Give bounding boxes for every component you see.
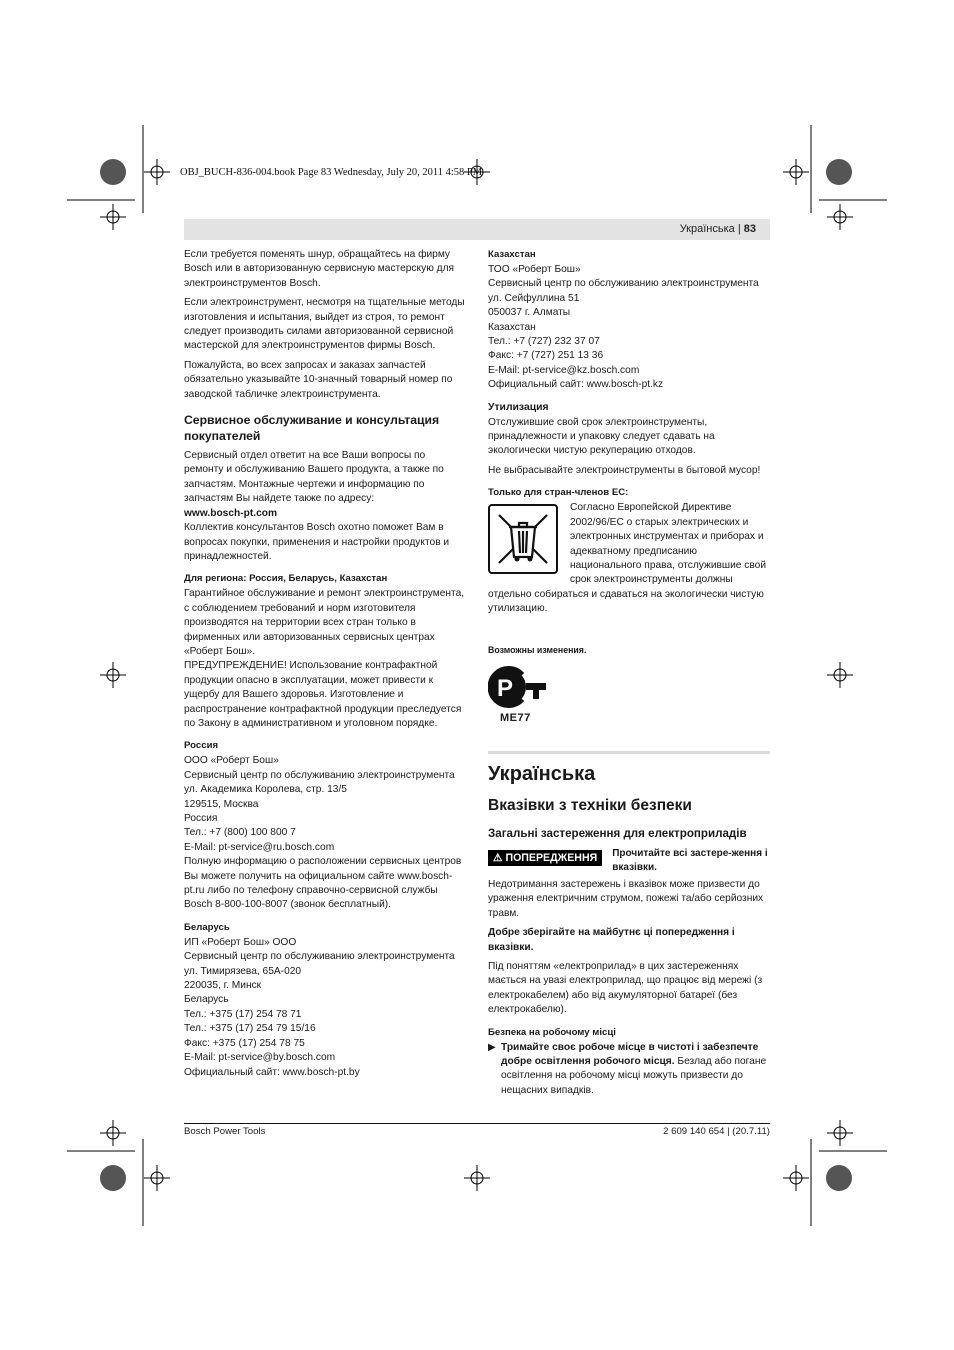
left-column bbox=[184, 248, 466, 1080]
pct-logo-icon bbox=[488, 665, 548, 711]
region-text: Гарантийное обслуживание и ремонт электроинструмента, с соблюдением требований и норм изготовителя производятся на территории всех стран только в фирменных или авторизованных сервисных центрах «Роберт Бош». bbox=[184, 588, 465, 657]
language-title: Українська bbox=[488, 762, 596, 785]
service-text: Сервисный отдел ответит на все Ваши вопросы по ремонту и обслуживанию Вашего продукта, а также по запчастям. Монтажные чертежи и информацию по запчастям Вы найдете также по адресу: bbox=[184, 450, 444, 505]
warning-row bbox=[488, 847, 770, 875]
belarus-line: Сервисный центр по обслуживанию электроинструмента bbox=[184, 951, 455, 963]
kz-line: ул. Сейфуллина 51 bbox=[488, 292, 580, 304]
disposal-text: Отслужившие свой срок электроинструменты, принадлежности и упаковку следует сдавать на экологически чистую рекуперацию отходов. bbox=[488, 416, 715, 457]
footer-brand: Bosch Power Tools bbox=[184, 1126, 266, 1137]
paragraph-repair: Если электроинструмент, несмотря на тщательные методы изготовления и испытания, выйдет из строя, то ремонт следует производить силами авторизованной сервисной мастерской для электроинструментов фирмы Bosch. bbox=[184, 297, 465, 352]
belarus-line: Факс: +375 (17) 254 78 75 bbox=[184, 1037, 305, 1049]
warning-badge-label: ПОПЕРЕДЖЕННЯ bbox=[505, 851, 598, 864]
belarus-line: Тел.: +375 (17) 254 78 71 bbox=[184, 1008, 302, 1020]
kz-line: Тел.: +7 (727) 232 37 07 bbox=[488, 336, 600, 348]
ua-bullet-item bbox=[488, 1041, 770, 1099]
page-number: 83 bbox=[743, 223, 756, 235]
heading-belarus: Беларусь bbox=[184, 921, 230, 933]
general-warnings-title: Загальні застереження для електроприладів bbox=[488, 826, 747, 840]
service-url: www.bosch-pt.com bbox=[184, 507, 278, 519]
russia-line: ООО «Роберт Бош» bbox=[184, 755, 279, 767]
heading-russia: Россия bbox=[184, 740, 219, 752]
page-header bbox=[184, 219, 770, 240]
section-divider bbox=[488, 751, 770, 754]
belarus-line: Тел.: +375 (17) 254 79 15/16 bbox=[184, 1023, 316, 1035]
kz-line: 050037 г. Алматы bbox=[488, 307, 571, 319]
warning-badge bbox=[488, 850, 602, 866]
kz-line: Сервисный центр по обслуживанию электроинструмента bbox=[488, 278, 759, 290]
russia-line: Полную информацию о расположении сервисных центров Вы можете получить на официальном сайте www.bosch-pt.ru либо по телефону справочно-сервисной службы Bosch 8-800-100-8007 (звонок бесплатный). bbox=[184, 856, 462, 911]
eu-directive-text-continued: отдельно собираться и сдаваться на экологически чистую утилизацию. bbox=[488, 588, 764, 615]
kz-line: Официальный сайт: www.bosch-pt.kz bbox=[488, 379, 664, 391]
heading-disposal: Утилизация bbox=[488, 401, 549, 413]
header-section: Українська bbox=[679, 223, 735, 235]
belarus-contacts bbox=[184, 936, 466, 1080]
crossed-bin-icon bbox=[488, 504, 558, 574]
kz-line: Факс: +7 (727) 251 13 36 bbox=[488, 350, 604, 362]
weee-block bbox=[488, 501, 770, 587]
belarus-line: ул. Тимирязева, 65А-020 bbox=[184, 965, 302, 977]
belarus-line: E-Mail: pt-service@by.bosch.com bbox=[184, 1052, 336, 1064]
paragraph-parts: Пожалуйста, во всех запросах и заказах запчастей обязательно указывайте 10-значный товарный номер по заводской табличке электроинструмента. bbox=[184, 359, 453, 400]
ua-keep-instructions: Добре зберігайте на майбутнє ці попередження і вказівки. bbox=[488, 927, 735, 953]
russia-line: 129515, Москва bbox=[184, 798, 259, 810]
right-column bbox=[488, 248, 770, 1098]
russia-contacts bbox=[184, 754, 466, 912]
ua-paragraph-1: Недотримання застережень і вказівок може призвести до ураження електричним струмом, пожежі та/або серйозних травм. bbox=[488, 878, 764, 919]
warning-read-text: Прочитайте всі застере-ження і вказівки. bbox=[612, 847, 768, 873]
counterfeit-warning: ПРЕДУПРЕЖДЕНИЕ! Использование контрафактной продукции опасно в эксплуатации, может привести к ущербу для Вашего здоровья. Изготовление и распространение контрафактной продукции преследуется по Закону в административном и уголовном порядке. bbox=[184, 660, 462, 729]
russia-line: Тел.: +7 (800) 100 800 7 bbox=[184, 827, 296, 839]
safety-title: Вказівки з техніки безпеки bbox=[488, 796, 692, 814]
russia-line: Россия bbox=[184, 813, 218, 824]
pct-certification-mark bbox=[488, 665, 552, 725]
belarus-line: Официальный сайт: www.bosch-pt.by bbox=[184, 1066, 360, 1078]
ua-heading-workplace: Безпека на робочому місці bbox=[488, 1026, 616, 1038]
footer-rule bbox=[184, 1123, 770, 1124]
svg-text:P: P bbox=[497, 674, 514, 702]
belarus-line: Беларусь bbox=[184, 994, 229, 1006]
kz-line: Казахстан bbox=[488, 321, 536, 333]
paragraph-cord: Если требуется поменять шнур, обращайтесь на фирму Bosch или в авторизованную сервисную мастерскую для электроинструментов Bosch. bbox=[184, 249, 455, 289]
header-separator: | bbox=[737, 223, 741, 235]
heading-eu: Только для стран-членов ЕС: bbox=[488, 487, 629, 499]
pct-code: ME77 bbox=[500, 711, 531, 724]
ua-paragraph-2: Під поняттям «електроприлад» в цих застереженнях мається на увазі електроприлад, що працює від мережі (з електрокабелем) або від акумуляторної батареї (без електрокабелю). bbox=[488, 960, 763, 1016]
print-slug: OBJ_BUCH-836-004.book Page 83 Wednesday, July 20, 2011 4:58 PM bbox=[180, 167, 483, 178]
warning-triangle-icon: ⚠ bbox=[493, 851, 503, 864]
kazakhstan-contacts bbox=[488, 263, 770, 393]
kz-line: ТОО «Роберт Бош» bbox=[488, 264, 581, 275]
heading-kazakhstan: Казахстан bbox=[488, 249, 536, 260]
belarus-line: 220035, г. Минск bbox=[184, 980, 262, 992]
changes-note: Возможны изменения. bbox=[488, 644, 587, 655]
ua-bullet-rest: Безлад або погане освітлення на робочому місці можуть призвести до нещасних випадків. bbox=[501, 1056, 767, 1096]
russia-line: E-Mail: pt-service@ru.bosch.com bbox=[184, 841, 335, 853]
russia-line: ул. Академика Королева, стр. 13/5 bbox=[184, 784, 347, 796]
footer-doc-number: 2 609 140 654 | (20.7.11) bbox=[663, 1126, 770, 1137]
heading-service: Сервисное обслуживание и консультация покупателей bbox=[184, 413, 440, 444]
arrow-bullet-icon: ▶ bbox=[488, 1041, 496, 1053]
header-text bbox=[680, 223, 756, 235]
ua-bullet-bold: Тримайте своє робоче місце в чистоті і забезпечте добре освітлення робочого місця. bbox=[501, 1041, 759, 1067]
heading-region: Для региона: Россия, Беларусь, Казахстан bbox=[184, 573, 388, 585]
consult-text: Коллектив консультантов Bosch охотно поможет Вам в вопросах покупки, применения и настройки продуктов и принадлежностей. bbox=[184, 522, 450, 562]
russia-line: Сервисный центр по обслуживанию электроинструмента bbox=[184, 769, 455, 781]
eu-directive-text: Согласно Европейской Директиве 2002/96/ЕС о старых электрических и электронных инструментах и приборах и адекватному предписанию национального права, отслужившие свой срок электроинструменты должны bbox=[570, 502, 767, 586]
belarus-line: ИП «Роберт Бош» ООО bbox=[184, 936, 297, 948]
disposal-warning: Не выбрасывайте электроинструменты в бытовой мусор! bbox=[488, 464, 761, 476]
kz-line: E-Mail: pt-service@kz.bosch.com bbox=[488, 364, 640, 376]
